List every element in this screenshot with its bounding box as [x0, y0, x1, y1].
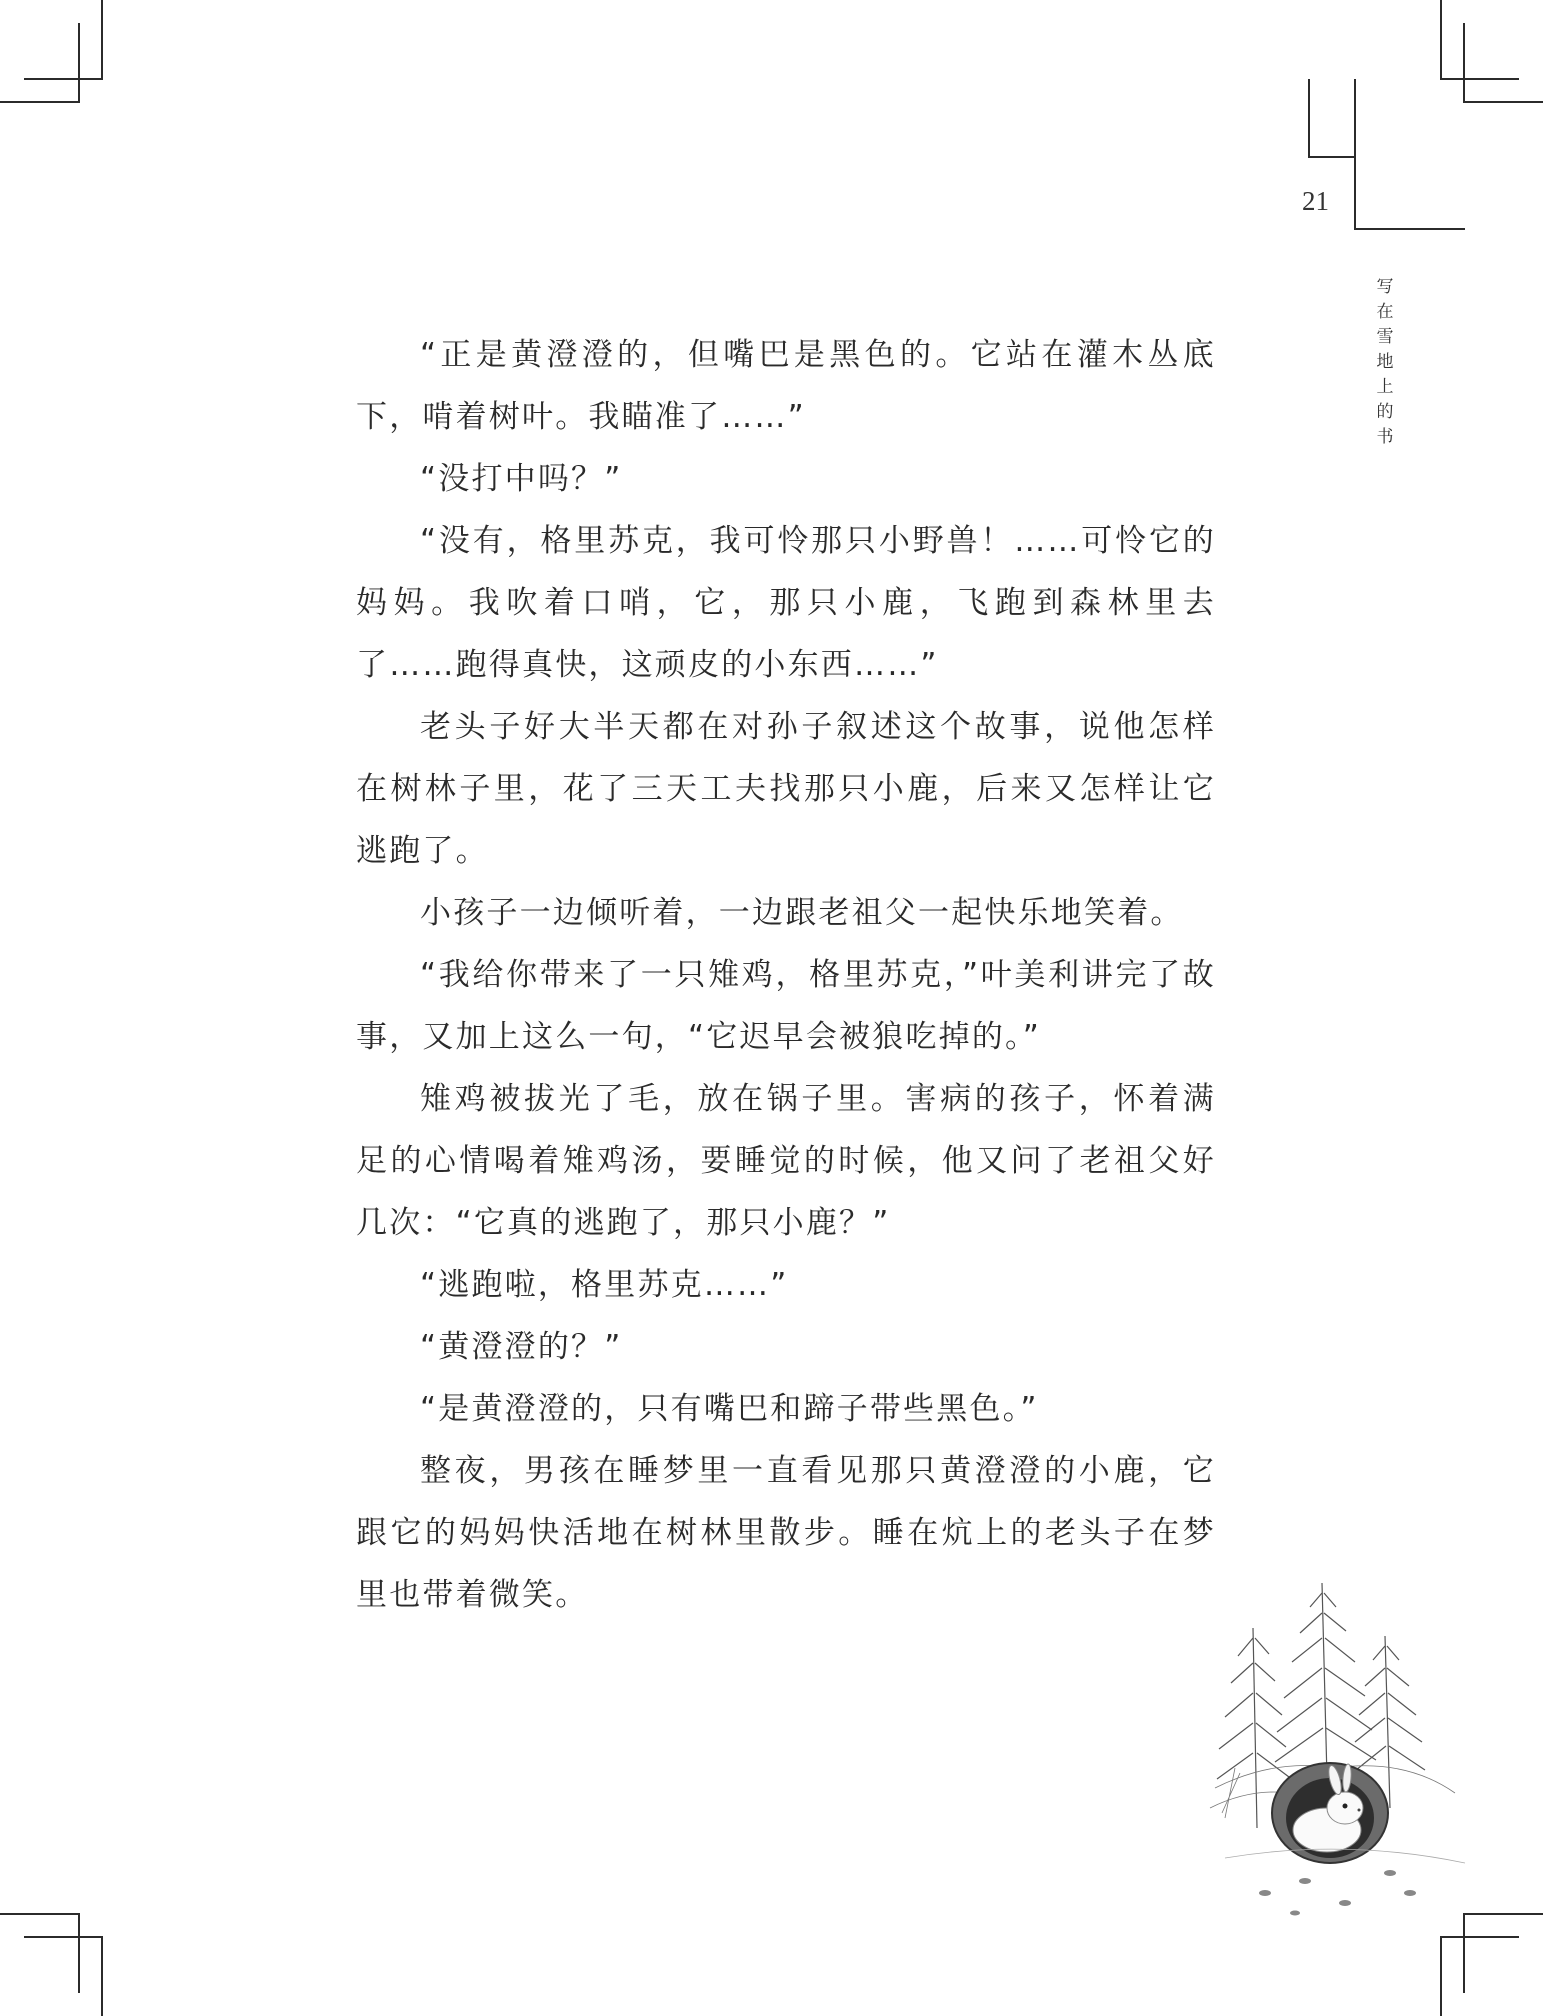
header-bracket-v2 [1354, 79, 1356, 230]
body-text [356, 324, 1216, 1626]
paragraph: “黄澄澄的？” [420, 1329, 623, 1365]
crop-mark-top-left-v1 [101, 0, 103, 79]
crop-mark-top-left-h2 [0, 101, 80, 103]
header-bracket-h1 [1308, 156, 1354, 158]
crop-mark-top-right-h1 [1440, 78, 1519, 80]
rabbit-illustration [1195, 1568, 1495, 1918]
crop-mark-top-right-h2 [1463, 101, 1543, 103]
paragraph: “逃跑啦，格里苏克……” [420, 1267, 789, 1303]
paw-prints-icon [1259, 1870, 1416, 1916]
crop-mark-top-left-h1 [24, 78, 103, 80]
paragraph: “没有，格里苏克，我可怜那只小野兽！……可怜它的妈妈。我吹着口哨，它，那只小鹿，飞跑到森林里去了……跑得真快，这顽皮的小东西……” [356, 523, 1216, 683]
header-bracket-h2 [1354, 228, 1465, 230]
crop-mark-bottom-right-h1 [1463, 1913, 1543, 1915]
crop-mark-top-right-v1 [1440, 0, 1442, 79]
paragraph: 老头子好大半天都在对孙子叙述这个故事，说他怎样在树林子里，花了三天工夫找那只小鹿，后来又怎样让它逃跑了。 [356, 709, 1216, 869]
header-bracket-v1 [1308, 79, 1310, 158]
paragraph: 整夜，男孩在睡梦里一直看见那只黄澄澄的小鹿，它跟它的妈妈快活地在树林里散步。睡在炕上的老头子在梦里也带着微笑。 [356, 1453, 1216, 1613]
crop-mark-top-right-v2 [1463, 23, 1465, 103]
crop-mark-top-left-v2 [78, 23, 80, 103]
crop-mark-bottom-right-h2 [1440, 1936, 1519, 1938]
paragraph: “我给你带来了一只雉鸡，格里苏克，”叶美利讲完了故事，又加上这么一句，“它迟早会被狼吃掉的。” [356, 957, 1216, 1055]
running-title: 写在雪地上的书 [1376, 277, 1394, 447]
paragraph: “没打中吗？” [420, 461, 623, 497]
crop-mark-bottom-right-v1 [1463, 1913, 1465, 1993]
crop-mark-bottom-right-v2 [1440, 1936, 1442, 2016]
paragraph: “正是黄澄澄的，但嘴巴是黑色的。它站在灌木丛底下，啃着树叶。我瞄准了……” [356, 337, 1216, 435]
crop-mark-bottom-left-v1 [78, 1913, 80, 1993]
paragraph: 雉鸡被拔光了毛，放在锅子里。害病的孩子，怀着满足的心情喝着雉鸡汤，要睡觉的时候，他又问了老祖父好几次：“它真的逃跑了，那只小鹿？” [356, 1081, 1216, 1241]
crop-mark-bottom-left-h2 [24, 1936, 103, 1938]
crop-mark-bottom-left-v2 [101, 1936, 103, 2016]
paragraph: 小孩子一边倾听着，一边跟老祖父一起快乐地笑着。 [420, 895, 1184, 931]
paragraph: “是黄澄澄的，只有嘴巴和蹄子带些黑色。” [420, 1391, 1039, 1427]
page-number: 21 [1302, 186, 1329, 216]
crop-mark-bottom-left-h1 [0, 1913, 80, 1915]
